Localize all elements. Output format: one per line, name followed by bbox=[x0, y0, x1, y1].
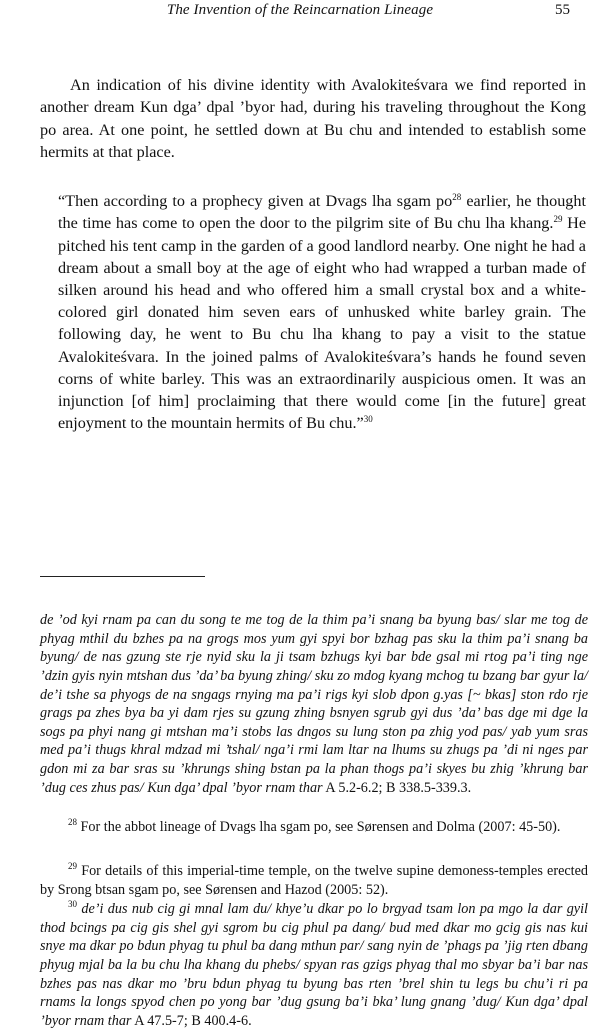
running-title: The Invention of the Reincarnation Lineage bbox=[166, 2, 434, 18]
footnote-continued-citation: A 5.2-6.2; B 338.5-339.3. bbox=[322, 779, 472, 796]
footnote-28-number: 28 bbox=[68, 817, 77, 828]
footnote-29 bbox=[40, 862, 588, 899]
footnote-28-text: For the abbot lineage of Dvags lha sgam po, see Sørensen and Dolma (2007: 45-50). bbox=[77, 819, 561, 836]
footnote-30 bbox=[40, 900, 588, 1030]
footnote-ref-28: 28 bbox=[452, 192, 462, 203]
block-quote bbox=[58, 190, 586, 434]
footnote-ref-29: 29 bbox=[553, 214, 563, 225]
footnote-29-number: 29 bbox=[68, 861, 77, 872]
footnote-ref-30: 30 bbox=[363, 414, 373, 425]
running-header bbox=[0, 2, 600, 26]
footnote-divider bbox=[40, 576, 205, 577]
footnote-29-text: For details of this imperial-time temple, on the twelve supine demoness-temples erected by Srong btsan sgam po, see Sørensen and Hazod (2005: 52). bbox=[40, 863, 588, 898]
quote-text-part1: “Then according to a prophecy given at Dvags lha sgam po bbox=[58, 192, 453, 211]
footnote-30-citation: A 47.5-7; B 400.4-6. bbox=[131, 1012, 252, 1029]
footnote-continued bbox=[40, 611, 588, 797]
quote-text-part3: He pitched his tent camp in the garden of a good landlord nearby. One night he had a dream about a small boy at the age of eight who had wrapped a turban made of silken around his head and who offered him a small crystal box and a white-colored girl donated him seven ears of unhusked white barley grain. The following day, he went to Bu chu lha khang to pay a visit to the statue Avalokiteśvara. In the joined palms of Avalokiteśvara’s hands he found seven corns of white barley. This was an extraordinarily auspicious omen. It was an injunction [of him] proclaiming that there would come [in the future] great enjoyment to the mountain hermits of Bu chu.” bbox=[58, 214, 587, 433]
footnote-30-number: 30 bbox=[68, 899, 77, 910]
footnote-28 bbox=[40, 818, 588, 837]
footnote-30-tibetan: de’i dus nub cig gi mnal lam du/ khye’u dkar po lo brgyad tsam lon pa mgo la dar gyil thod bcings pa cig gis shel gyi sgrom bu cig phul pa dang/ bud med dkar mo gcig gis nas kui snye ma dkar po bdun phyag tu phul ba dang mthun par/ sang nyin de ’phags pa ’jig rten dbang phyug mjal ba la bu chu lha khang du phebs/ spyan ras gzigs phyag thal mo sbyar ba’i bar nas bzhes pas nas dkar mo ’bru bdun phyag tu byung bas rten ’brel shin tu legs bu chu’i ri pa rnams la longs spyod chen po yong bar ’dug gsung ba’i bka’ lung gnang ’dug/ Kun dga’ dpal ’byor rnam thar bbox=[40, 901, 588, 1029]
quote-text-part2: earlier, he thought the time has come to open the door to the pilgrim site of Bu chu lha khang. bbox=[58, 192, 586, 233]
footnote-continued-tibetan: de ’od kyi rnam pa can du song te me tog de la thim pa’i snang ba byung bas/ slar me tog de phyag mthil du bzhes pa na grogs mos yum gyi spyi bor bzhag pas sku la thim pa’i snang ba byung/ de nas gzung ste rje nyid sku la ji tsam bzhugs kyi bar bde gsal mi rtog pa’i ting nge ’dzin gyis nyin mtshan dus ’da’ ba byung zhing/ sku zo mdog kyang mchog tu bzang bar gyur la/ de’i tshe sa phyogs de na sngags rnying ma pa’i rigs kyi slob dpon g.yas [~ bkas] ston rdo rje grags pa zhes bya ba yi dam rjes su gzung zhing bsnyen sgrub gyi dus ’da’ bas dge mi dge la sogs pa phyi nang gi mtshan ma’i stobs las dngos su lung ston pa zhig yod pas/ yab yum sras med pa’i thugs khral mdzad mi ’tshal/ nga’i rmi lam ltar na lhums su zhugs pa ’di ni nges par gdon mi za bar sras su ’khrungs shing bstan pa la phan thogs pa’i skyes bu zhig ’khrung bar ’dug ces zhus pas/ Kun dga’ dpal ’byor rnam thar bbox=[40, 612, 588, 796]
intro-paragraph: An indication of his divine identity with Avalokiteśvara we find reported in another dream Kun dga’ dpal ’byor had, during his traveling throughout the Kong po area. At one point, he settled down at Bu chu and intended to establish some hermits at that place. bbox=[40, 76, 586, 161]
page-number: 55 bbox=[555, 2, 570, 18]
